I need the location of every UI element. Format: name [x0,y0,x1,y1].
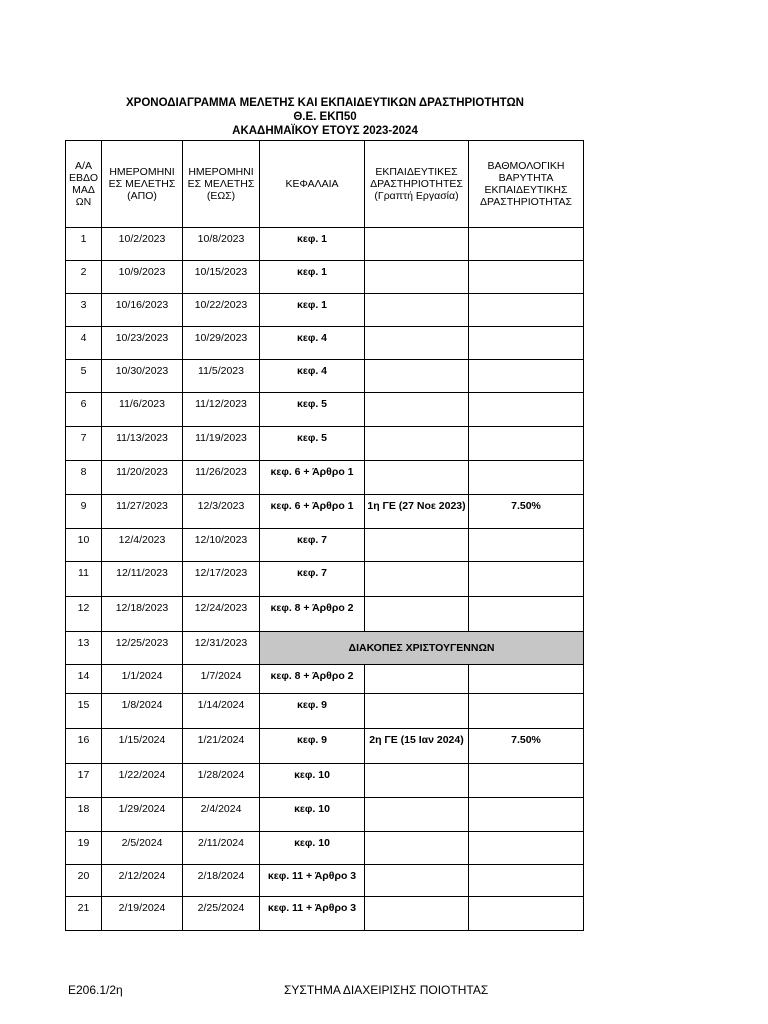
study-to-date-cell: 10/8/2023 [183,228,260,261]
quality-system-label: ΣΥΣΤΗΜΑ ΔΙΑΧΕΙΡΙΣΗΣ ΠΟΙΟΤΗΤΑΣ [284,983,489,997]
weight-cell [469,865,584,897]
table-row [66,694,584,729]
week-number-cell: 5 [66,360,102,393]
activity-cell [365,832,469,865]
study-to-date-cell: 1/14/2024 [183,694,260,729]
table-row [66,764,584,798]
chapters-cell: κεφ. 6 + Άρθρο 1 [260,495,365,529]
study-from-date-cell: 10/23/2023 [102,327,183,360]
table-row [66,427,584,461]
table-row [66,562,584,597]
weight-cell [469,798,584,832]
col-header-chapters: ΚΕΦΑΛΑΙΑ [260,141,365,228]
chapters-cell: κεφ. 4 [260,360,365,393]
week-number-cell: 6 [66,393,102,427]
study-to-date-cell: 2/11/2024 [183,832,260,865]
weight-cell [469,597,584,632]
activity-cell [365,694,469,729]
activity-cell [365,897,469,931]
weight-cell [469,461,584,495]
study-to-date-cell: 11/19/2023 [183,427,260,461]
study-to-date-cell: 1/7/2024 [183,665,260,694]
week-number-cell: 20 [66,865,102,897]
activity-cell [365,461,469,495]
document-header [0,96,650,138]
chapters-cell: κεφ. 1 [260,261,365,294]
table-row [66,228,584,261]
table-row [66,461,584,495]
week-number-cell: 7 [66,427,102,461]
week-number-cell: 16 [66,729,102,764]
weight-cell [469,261,584,294]
study-to-date-cell: 1/28/2024 [183,764,260,798]
study-from-date-cell: 11/20/2023 [102,461,183,495]
chapters-cell: κεφ. 11 + Άρθρο 3 [260,865,365,897]
academic-year: ΑΚΑΔΗΜΑΪΚΟΥ ΕΤΟΥΣ 2023-2024 [232,125,418,137]
table-row [66,597,584,632]
study-from-date-cell: 12/11/2023 [102,562,183,597]
activity-cell [365,327,469,360]
activity-cell [365,865,469,897]
week-number-cell: 11 [66,562,102,597]
chapters-cell: κεφ. 8 + Άρθρο 2 [260,597,365,632]
table-row [66,327,584,360]
study-to-date-cell: 11/5/2023 [183,360,260,393]
activity-cell [365,665,469,694]
weight-cell [469,360,584,393]
study-to-date-cell: 2/18/2024 [183,865,260,897]
activity-cell: 2η ΓΕ (15 Ιαν 2024) [365,729,469,764]
study-to-date-cell: 12/3/2023 [183,495,260,529]
table-row [66,832,584,865]
chapters-cell: κεφ. 4 [260,327,365,360]
activity-cell [365,764,469,798]
week-number-cell: 18 [66,798,102,832]
study-to-date-cell: 11/12/2023 [183,393,260,427]
chapters-cell: κεφ. 10 [260,832,365,865]
study-to-date-cell: 12/17/2023 [183,562,260,597]
col-header-from: ΗΜΕΡΟΜΗΝΙ ΕΣ ΜΕΛΕΤΗΣ (ΑΠΟ) [102,141,183,228]
weight-cell [469,665,584,694]
study-from-date-cell: 1/15/2024 [102,729,183,764]
study-schedule-table [65,140,584,931]
table-row [66,865,584,897]
table-row [66,360,584,393]
activity-cell [365,562,469,597]
study-from-date-cell: 10/30/2023 [102,360,183,393]
chapters-cell: κεφ. 1 [260,228,365,261]
study-from-date-cell: 10/9/2023 [102,261,183,294]
table-row [66,261,584,294]
weight-cell [469,897,584,931]
activity-cell [365,798,469,832]
study-to-date-cell: 11/26/2023 [183,461,260,495]
course-code: Θ.Ε. ΕΚΠ50 [293,111,357,123]
table-row [66,798,584,832]
weight-cell [469,562,584,597]
activity-cell: 1η ΓΕ (27 Νοε 2023) [365,495,469,529]
study-to-date-cell: 10/29/2023 [183,327,260,360]
weight-cell: 7.50% [469,495,584,529]
chapters-cell: κεφ. 5 [260,393,365,427]
weight-cell [469,327,584,360]
study-from-date-cell: 2/19/2024 [102,897,183,931]
study-from-date-cell: 11/13/2023 [102,427,183,461]
chapters-cell: κεφ. 5 [260,427,365,461]
activities-title: ΕΚΠΑΙΔΕΥΤΙΚΕΣ ΔΡΑΣΤΗΡΙΟΤΗΤΕΣ [370,166,463,190]
activity-cell [365,294,469,327]
col-header-to: ΗΜΕΡΟΜΗΝΙ ΕΣ ΜΕΛΕΤΗΣ (ΕΩΣ) [183,141,260,228]
study-to-date-cell: 12/10/2023 [183,529,260,562]
weight-cell [469,393,584,427]
study-to-date-cell: 12/31/2023 [183,632,260,665]
activity-cell [365,427,469,461]
study-from-date-cell: 2/12/2024 [102,865,183,897]
chapters-cell: κεφ. 9 [260,694,365,729]
study-to-date-cell: 10/22/2023 [183,294,260,327]
chapters-cell: κεφ. 1 [260,294,365,327]
chapters-cell: κεφ. 8 + Άρθρο 2 [260,665,365,694]
study-from-date-cell: 11/6/2023 [102,393,183,427]
week-number-cell: 4 [66,327,102,360]
table-row [66,632,584,665]
study-from-date-cell: 11/27/2023 [102,495,183,529]
table-row [66,729,584,764]
study-to-date-cell: 10/15/2023 [183,261,260,294]
table-row [66,495,584,529]
activity-cell [365,529,469,562]
study-from-date-cell: 12/4/2023 [102,529,183,562]
week-number-cell: 8 [66,461,102,495]
week-number-cell: 2 [66,261,102,294]
document-title: ΧΡΟΝΟΔΙΑΓΡΑΜΜΑ ΜΕΛΕΤΗΣ ΚΑΙ ΕΚΠΑΙΔΕΥΤΙΚΩΝ ΔΡΑΣΤΗΡΙΟΤΗΤΩΝ [125,97,524,109]
study-from-date-cell: 1/22/2024 [102,764,183,798]
table-row [66,393,584,427]
weight-cell [469,228,584,261]
study-from-date-cell: 10/2/2023 [102,228,183,261]
activity-cell [365,360,469,393]
chapters-cell: κεφ. 9 [260,729,365,764]
activities-subtitle: (Γραπτή Εργασία) [374,190,459,202]
chapters-cell: κεφ. 6 + Άρθρο 1 [260,461,365,495]
col-header-week: Α/Α ΕΒΔΟ ΜΑΔ ΩΝ [66,141,102,228]
activity-cell [365,597,469,632]
week-number-cell: 1 [66,228,102,261]
study-from-date-cell: 1/1/2024 [102,665,183,694]
col-header-weight: ΒΑΘΜΟΛΟΓΙΚΗ ΒΑΡΥΤΗΤΑ ΕΚΠΑΙΔΕΥΤΙΚΗΣ ΔΡΑΣΤΗΡΙΟΤΗΤΑΣ [469,141,584,228]
table-row [66,294,584,327]
study-from-date-cell: 10/16/2023 [102,294,183,327]
weight-cell [469,427,584,461]
week-number-cell: 3 [66,294,102,327]
weight-cell: 7.50% [469,729,584,764]
activity-cell [365,393,469,427]
col-header-activities [365,141,469,228]
weight-cell [469,764,584,798]
study-from-date-cell: 1/8/2024 [102,694,183,729]
week-number-cell: 12 [66,597,102,632]
weight-cell [469,529,584,562]
activity-cell [365,261,469,294]
table-row [66,529,584,562]
study-to-date-cell: 12/24/2023 [183,597,260,632]
weight-cell [469,832,584,865]
week-number-cell: 9 [66,495,102,529]
week-number-cell: 17 [66,764,102,798]
study-from-date-cell: 12/18/2023 [102,597,183,632]
study-to-date-cell: 1/21/2024 [183,729,260,764]
table-row [66,897,584,931]
week-number-cell: 13 [66,632,102,665]
document-code: Ε206.1/2η [68,983,123,997]
study-from-date-cell: 12/25/2023 [102,632,183,665]
chapters-cell: κεφ. 10 [260,764,365,798]
chapters-cell: κεφ. 7 [260,529,365,562]
activity-cell [365,228,469,261]
study-to-date-cell: 2/4/2024 [183,798,260,832]
week-number-cell: 19 [66,832,102,865]
table-header-row [66,141,584,228]
chapters-cell: κεφ. 11 + Άρθρο 3 [260,897,365,931]
week-number-cell: 15 [66,694,102,729]
table-row [66,665,584,694]
chapters-cell: κεφ. 7 [260,562,365,597]
weight-cell [469,294,584,327]
week-number-cell: 21 [66,897,102,931]
weight-cell [469,694,584,729]
holiday-cell: ΔΙΑΚΟΠΕΣ ΧΡΙΣΤΟΥΓΕΝΝΩΝ [260,632,584,665]
week-number-cell: 10 [66,529,102,562]
week-number-cell: 14 [66,665,102,694]
study-from-date-cell: 2/5/2024 [102,832,183,865]
study-to-date-cell: 2/25/2024 [183,897,260,931]
study-from-date-cell: 1/29/2024 [102,798,183,832]
chapters-cell: κεφ. 10 [260,798,365,832]
